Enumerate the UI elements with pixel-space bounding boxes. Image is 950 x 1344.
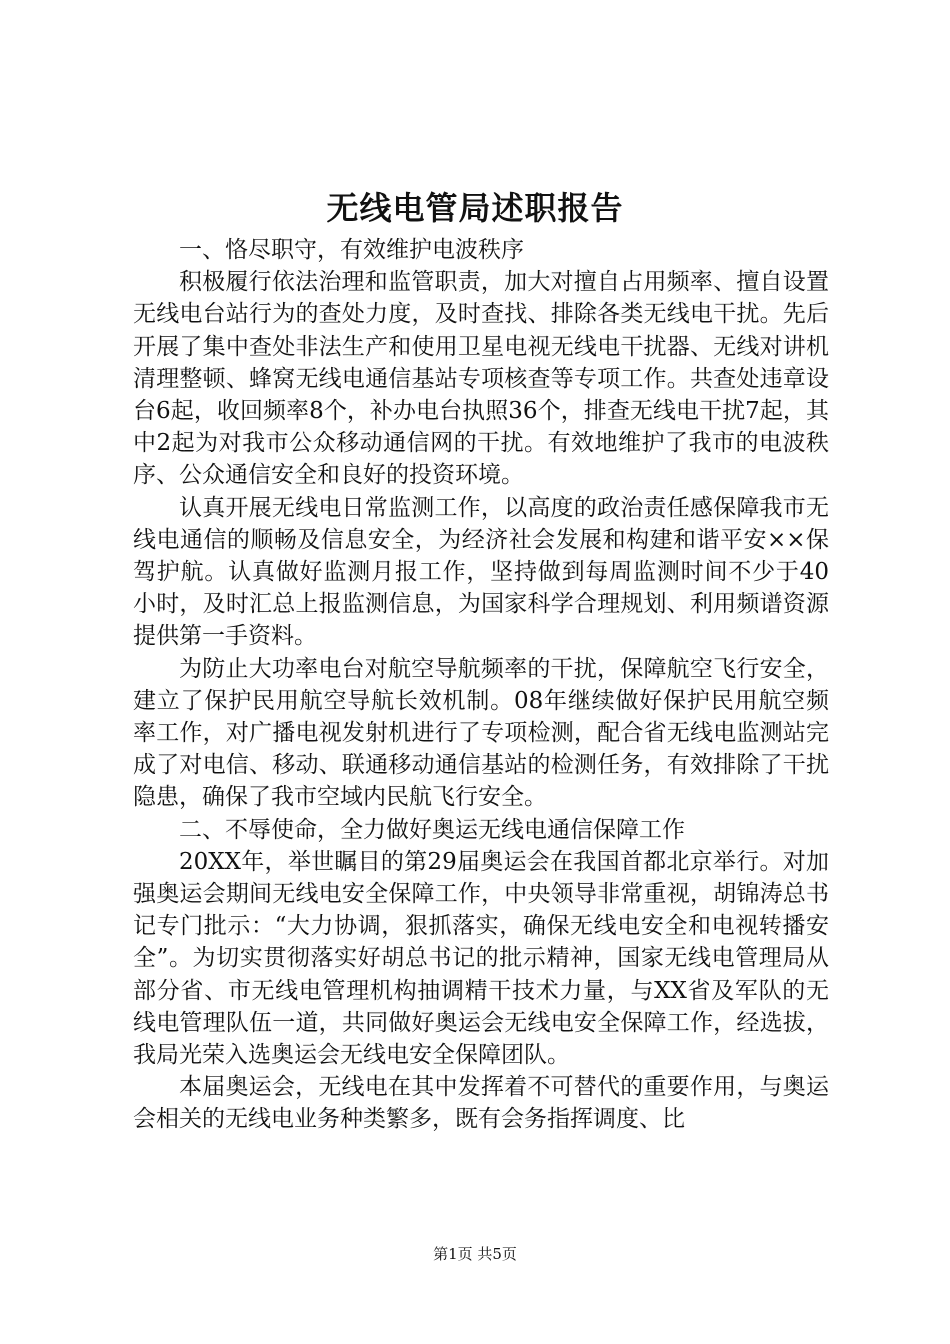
document-body — [133, 234, 829, 1136]
paragraph-1: 积极履行依法治理和监管职责，加大对擅自占用频率、擅自设置无线电台站行为的查处力度，及时查找、排除各类无线电干扰。先后开展了集中查处非法生产和使用卫星电视无线电干扰器、无线对讲机清理整顿、蜂窝无线电通信基站专项核查等专项工作。共查处违章设台6起，收回频率8个，补办电台执照36个，排查无线电干扰7起，其中2起为对我市公众移动通信网的干扰。有效地维护了我市的电波秩序、公众通信安全和良好的投资环境。 — [133, 269, 829, 489]
page-footer: 第1页 共5页 — [433, 1245, 517, 1263]
section-heading-2: 二、不辱使命，全力做好奥运无线电通信保障工作 — [179, 816, 685, 843]
paragraph-3: 为防止大功率电台对航空导航频率的干扰，保障航空飞行安全，建立了保护民用航空导航长效机制。08年继续做好保护民用航空频率工作，对广播电视发射机进行了专项检测，配合省无线电监测站完成了对电信、移动、联通移动通信基站的检测任务，有效排除了干扰隐患，确保了我市空域内民航飞行安全。 — [133, 655, 829, 811]
paragraph-4: 20XX年，举世瞩目的第29届奥运会在我国首都北京举行。对加强奥运会期间无线电安全保障工作，中央领导非常重视，胡锦涛总书记专门批示：“大力协调，狠抓落实，确保无线电安全和电视转播安全”。为切实贯彻落实好胡总书记的批示精神，国家无线电管理局从部分省、市无线电管理机构抽调精干技术力量，与XX省及军队的无线电管理队伍一道，共同做好奥运会无线电安全保障工作，经选拔，我局光荣入选奥运会无线电安全保障团队。 — [133, 848, 829, 1069]
paragraph-5: 本届奥运会，无线电在其中发挥着不可替代的重要作用，与奥运会相关的无线电业务种类繁多，既有会务指挥调度、比 — [133, 1074, 829, 1133]
section-heading-1: 一、恪尽职守，有效维护电波秩序 — [179, 237, 524, 263]
paragraph-2: 认真开展无线电日常监测工作，以高度的政治责任感保障我市无线电通信的顺畅及信息安全，为经济社会发展和构建和谐平安××保驾护航。认真做好监测月报工作，坚持做到每周监测时间不少于40小时，及时汇总上报监测信息，为国家科学合理规划、利用频谱资源提供第一手资料。 — [133, 494, 829, 650]
document-title: 无线电管局述职报告 — [326, 189, 624, 227]
